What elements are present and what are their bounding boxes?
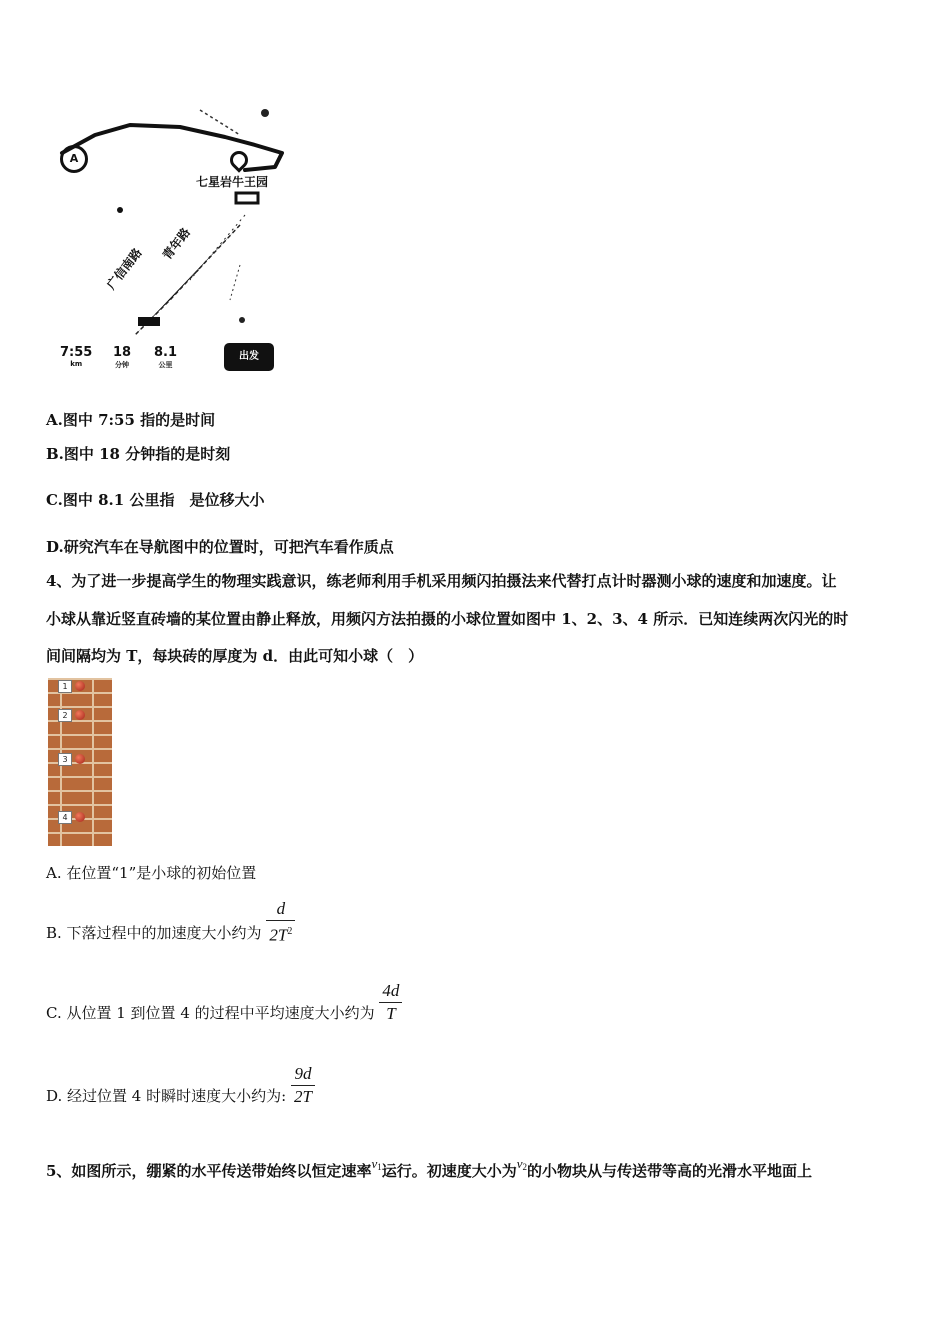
q4-option-c-text: C. 从位置 1 到位置 4 的过程中平均速度大小约为: [46, 1004, 375, 1022]
q5-v2-symbol: [517, 1156, 527, 1171]
stat-duration: [113, 345, 131, 370]
q4-option-d-denominator: 2T: [293, 1087, 312, 1106]
q4-option-a: A. 在位置“1”是小球的初始位置: [46, 864, 257, 882]
stat-time-value: 7:55: [60, 345, 93, 360]
q5-v1-subscript: 1: [377, 1162, 382, 1172]
q4-option-b-text: B. 下落过程中的加速度大小约为: [46, 923, 262, 942]
q5-stem-line-1: [46, 1156, 813, 1186]
q4-option-c-numerator: 4d: [379, 980, 402, 1003]
stat-distance-value: 8.1: [154, 345, 178, 360]
brick-wall-figure: [48, 678, 112, 846]
q5-text-part-2: 运行。初速度大小为: [381, 1162, 517, 1180]
stat-duration-unit: 分钟: [115, 361, 130, 369]
q4-option-b-fraction: [266, 898, 295, 947]
ball-position-3: [75, 754, 85, 764]
start-navigation-button[interactable]: [224, 343, 274, 371]
ball-position-2: [75, 710, 85, 720]
q4-option-b-den-text: 2T: [269, 925, 288, 945]
stat-time-unit: km: [70, 360, 83, 368]
place-label: 七星岩牛王园: [196, 175, 269, 189]
q5-text-part-1: 5、如图所示，绷紧的水平传送带始终以恒定速率: [46, 1162, 372, 1180]
q4-stem-line-1: 4、为了进一步提高学生的物理实践意识，练老师利用手机采用频闪拍摄法来代替打点计时器测小球的速度和加速度。让: [46, 572, 837, 590]
q5-v1-letter: v: [371, 1156, 378, 1171]
navigation-map-figure: [50, 95, 290, 380]
q5-v2-subscript: 2: [522, 1162, 528, 1172]
q4-option-b-denominator: [266, 921, 295, 947]
q4-option-c: [46, 980, 402, 1025]
stat-distance: [154, 345, 177, 370]
q4-option-d: [46, 1063, 315, 1108]
q3-option-b: B.图中 18 分钟指的是时刻: [46, 445, 231, 463]
q5-v2-letter: v: [516, 1156, 523, 1171]
q4-option-b-exponent: 2: [287, 926, 293, 937]
q3-option-c: C.图中 8.1 公里指 是位移大小: [46, 491, 265, 509]
stat-distance-unit: 公里: [158, 361, 173, 369]
q4-stem-line-2: 小球从靠近竖直砖墙的某位置由静止释放，用频闪方法拍摄的小球位置如图中 1、2、3、4 所示．已知连续两次闪光的时: [46, 610, 849, 628]
q4-option-b: [46, 898, 295, 947]
start-marker-label: A: [69, 152, 79, 165]
q5-text-part-3: 的小物块从与传送带等高的光滑水平地面上: [527, 1162, 813, 1180]
q4-stem-line-3: 间间隔均为 T，每块砖的厚度为 d．由此可知小球（ ）: [46, 647, 424, 665]
q4-option-c-fraction: [379, 980, 402, 1025]
start-navigation-label: 出发: [239, 351, 259, 362]
q4-option-b-numerator: d: [266, 898, 295, 921]
q5-v1-symbol: [371, 1156, 381, 1171]
position-label-1: 1: [58, 680, 72, 693]
position-label-3: 3: [58, 753, 72, 766]
position-label-2: 2: [58, 709, 72, 722]
q3-option-d: D.研究汽车在导航图中的位置时，可把汽车看作质点: [46, 538, 394, 556]
q4-option-c-denominator: T: [386, 1004, 396, 1023]
q4-option-d-numerator: 9d: [291, 1063, 315, 1086]
ball-position-1: [75, 681, 85, 691]
q4-option-d-fraction: [291, 1063, 315, 1108]
route-label-1: 广信南路: [104, 245, 145, 293]
route-label-2: 青年路: [159, 225, 194, 263]
q3-option-a: A.图中 7:55 指的是时间: [46, 411, 216, 429]
start-marker: [60, 145, 88, 173]
stat-time: [60, 345, 92, 368]
ball-position-4: [75, 812, 85, 822]
stat-duration-value: 18: [113, 345, 132, 360]
position-label-4: 4: [58, 811, 72, 824]
q4-option-d-text: D. 经过位置 4 时瞬时速度大小约为:: [46, 1087, 287, 1105]
